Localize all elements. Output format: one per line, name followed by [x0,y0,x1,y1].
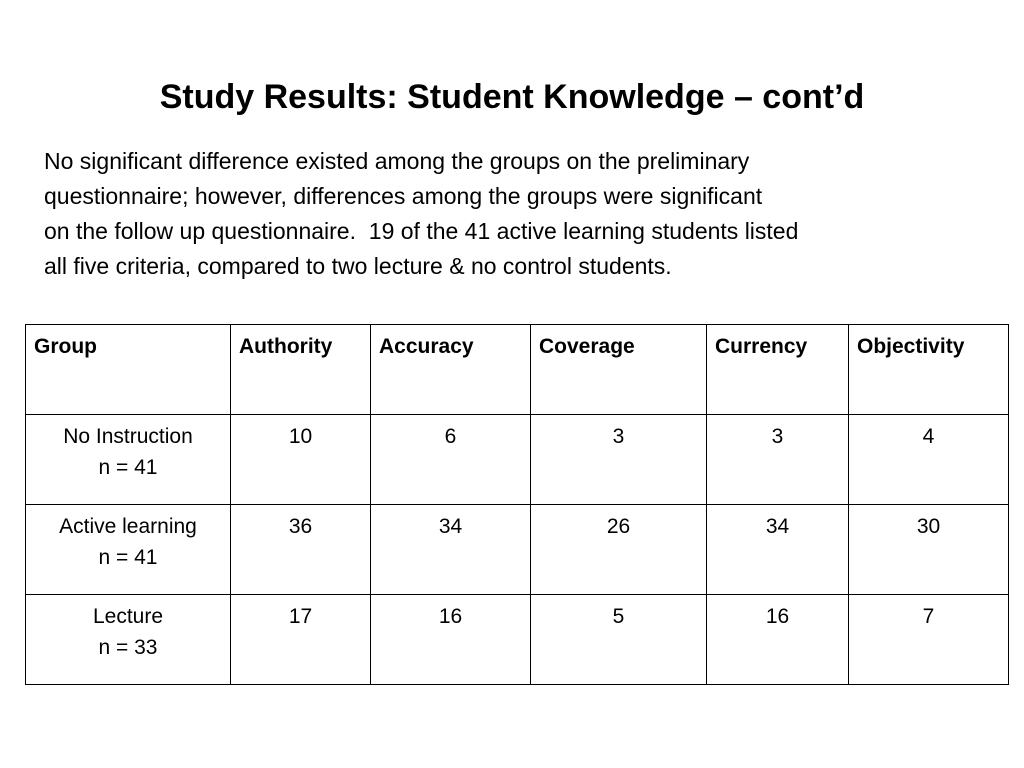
group-cell [26,595,231,685]
body-line: questionnaire; however, differences among the groups were significant [44,183,763,209]
currency-cell: 34 [707,505,849,595]
group-name: Lecture [92,605,164,628]
body-line: No significant difference existed among the groups on the preliminary [44,148,750,174]
header-currency: Currency [707,325,849,415]
header-group: Group [26,325,231,415]
results-table [25,324,1009,685]
body-line: all five criteria, compared to two lecture & no control students. [44,253,672,279]
group-name: Active learning [59,515,197,538]
group-name: No Instruction [63,425,193,448]
table-row [26,415,1009,505]
group-cell [26,415,231,505]
slide-title: Study Results: Student Knowledge – cont’d [159,78,865,116]
table-header-row [26,325,1009,415]
currency-cell: 3 [707,415,849,505]
header-authority: Authority [231,325,371,415]
header-accuracy: Accuracy [371,325,531,415]
authority-cell: 10 [231,415,371,505]
currency-cell: 16 [707,595,849,685]
coverage-cell: 5 [531,595,707,685]
objectivity-cell: 7 [849,595,1009,685]
coverage-cell: 3 [531,415,707,505]
header-objectivity: Objectivity [849,325,1009,415]
group-size: n = 33 [98,636,158,659]
table-row [26,505,1009,595]
coverage-cell: 26 [531,505,707,595]
authority-cell: 36 [231,505,371,595]
accuracy-cell: 6 [371,415,531,505]
objectivity-cell: 4 [849,415,1009,505]
accuracy-cell: 16 [371,595,531,685]
group-cell [26,505,231,595]
group-size: n = 41 [98,546,158,569]
authority-cell: 17 [231,595,371,685]
group-size: n = 41 [98,456,158,479]
body-line: on the follow up questionnaire. 19 of the 41 active learning students listed [44,218,799,244]
table-row [26,595,1009,685]
slide-body-text [44,144,1004,284]
accuracy-cell: 34 [371,505,531,595]
objectivity-cell: 30 [849,505,1009,595]
header-coverage: Coverage [531,325,707,415]
